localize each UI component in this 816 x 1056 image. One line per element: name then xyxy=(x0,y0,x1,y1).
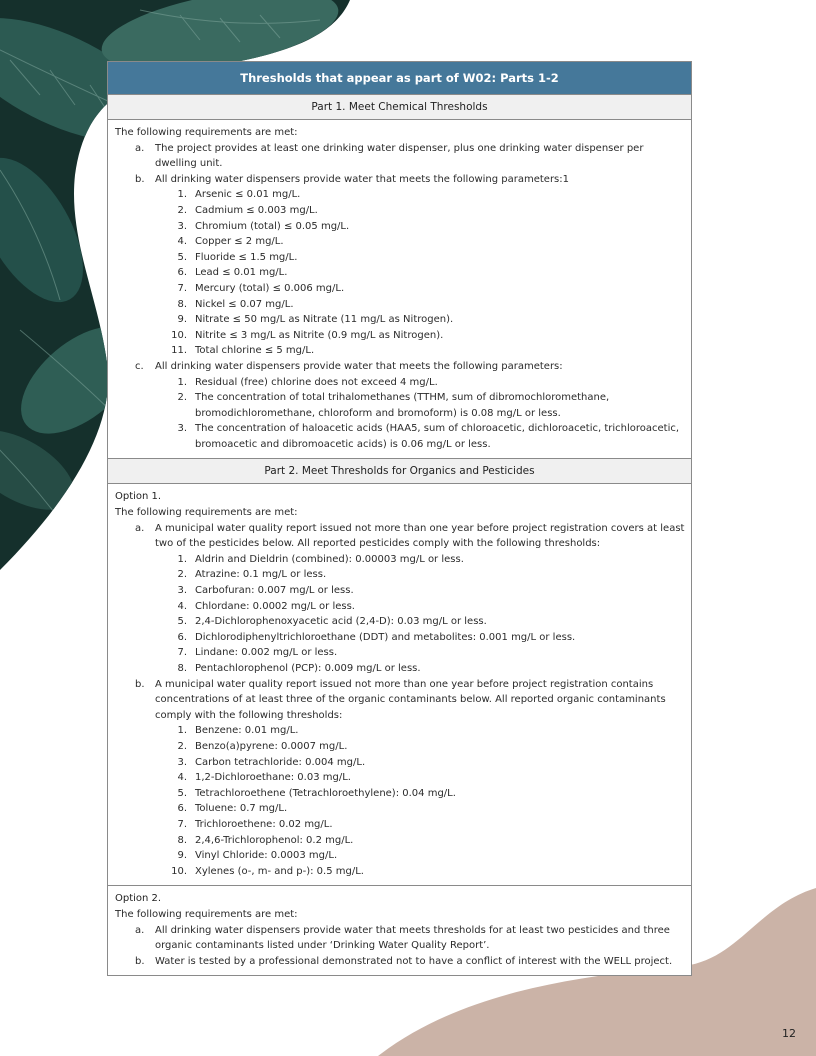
part1-intro: The following requirements are met: xyxy=(115,127,298,138)
list-item: 1. Arsenic ≤ 0.01 mg/L. xyxy=(177,189,301,201)
list-item: 5. 2,4-Dichlorophenoxyacetic acid (2,4-D): 0.03 mg/L or less. xyxy=(177,616,487,628)
page-number: 12 xyxy=(782,1027,796,1040)
list-item: b. Water is tested by a professional demonstrated not to have a conflict of interest with the WELL project. xyxy=(135,955,673,967)
list-item: 8. 2,4,6-Trichlorophenol: 0.2 mg/L. xyxy=(177,834,354,846)
list-item: 2. Cadmium ≤ 0.003 mg/L. xyxy=(177,204,318,216)
part1-content xyxy=(108,120,691,458)
list-item: 3. Chromium (total) ≤ 0.05 mg/L. xyxy=(177,220,350,232)
option2-requirements xyxy=(115,923,685,970)
list-item: 2. Atrazine: 0.1 mg/L or less. xyxy=(177,569,327,581)
list-item: c. All drinking water dispensers provide water that meets the following parameters: 1. Residual (free) chlorine does not exceed 4 mg/L. 2. The concentration of total trihalomethanes (TTHM, sum of dibromochloromethane, bromodichloromethane, chloroform and bromoform) is 0.08 mg/L or less. 3. The concentration of haloacetic acids (HAA5, sum of chloroacetic, dichloroacetic, trichloroacetic, bromoacetic and dibromoacetic acids) is 0.06 mg/L or less. xyxy=(115,359,685,453)
list-item: 10. Nitrite ≤ 3 mg/L as Nitrite (0.9 mg/L as Nitrogen). xyxy=(171,329,444,341)
list-item: 5. Tetrachloroethene (Tetrachloroethylene): 0.04 mg/L. xyxy=(177,787,456,799)
table-title: Thresholds that appear as part of W02: Parts 1-2 xyxy=(108,62,691,94)
list-item: 3. Carbofuran: 0.007 mg/L or less. xyxy=(177,585,354,597)
list-item: 2. The concentration of total trihalomethanes (TTHM, sum of dibromochloromethane, bromodichloromethane, chloroform and bromoform) is 0.08 mg/L or less. xyxy=(177,392,610,419)
list-item: 4. Chlordane: 0.0002 mg/L or less. xyxy=(177,600,355,612)
option1-label: Option 1. xyxy=(115,491,162,503)
organic-thresholds xyxy=(155,723,685,879)
list-item: 7. Trichloroethene: 0.02 mg/L. xyxy=(177,818,333,830)
list-item: 9. Vinyl Chloride: 0.0003 mg/L. xyxy=(177,850,338,862)
list-item: a. All drinking water dispensers provide water that meets thresholds for at least two pesticides and three organic contaminants listed under ‘Drinking Water Quality Report’. xyxy=(135,924,670,952)
part2-heading: Part 2. Meet Thresholds for Organics and Pesticides xyxy=(108,458,691,484)
option2-intro: The following requirements are met: xyxy=(115,908,298,920)
list-item: 9. Nitrate ≤ 50 mg/L as Nitrate (11 mg/L as Nitrogen). xyxy=(177,314,454,326)
part2-option2-content xyxy=(108,885,691,975)
list-item: b. All drinking water dispensers provide water that meets the following parameters:1 1. Arsenic ≤ 0.01 mg/L. 2. Cadmium ≤ 0.003 mg/L. 3. Chromium (total) ≤ 0.05 mg/L. 4. Copper ≤ 2 mg/L. 5. Fluoride ≤ 1.5 mg/L. 6. Lead ≤ 0.01 mg/L. 7. Mercury (total) ≤ 0.006 mg/L. 8. Nickel ≤ 0.07 mg/L. 9. Nitrate ≤ 50 mg/L as Nitrate (11 mg/L as Nitrogen). 10. Nitrite ≤ 3 mg/L as Nitrite (0.9 mg/L as Nitrogen). 11. Total chlorine ≤ 5 mg/L. xyxy=(115,172,685,359)
list-item: 6. Toluene: 0.7 mg/L. xyxy=(177,803,288,815)
list-item: 8. Nickel ≤ 0.07 mg/L. xyxy=(177,298,294,310)
list-item: b. A municipal water quality report issued not more than one year before project registration contains concentrations of at least three of the organic contaminants below. All reported organic contaminants comply with the following thresholds: 1. Benzene: 0.01 mg/L. 2. Benzo(a)pyrene: 0.0007 mg/L. 3. Carbon tetrachloride: 0.004 mg/L. 4. 1,2-Dichloroethane: 0.03 mg/L. 5. Tetrachloroethene (Tetrachloroethylene): 0.04 mg/L. 6. Toluene: 0.7 mg/L. 7. Trichloroethene: 0.02 mg/L. 8. 2,4,6-Trichlorophenol: 0.2 mg/L. 9. Vinyl Chloride: 0.0003 mg/L. 10. Xylenes (o-, m- and p-): 0.5 mg/L. xyxy=(115,677,685,880)
list-item: 8. Pentachlorophenol (PCP): 0.009 mg/L or less. xyxy=(177,663,421,674)
list-item: 6. Dichlorodiphenyltrichloroethane (DDT) and metabolites: 0.001 mg/L or less. xyxy=(177,631,576,643)
option1-requirements xyxy=(115,521,685,880)
option1-intro: The following requirements are met: xyxy=(115,507,298,519)
list-item: 2. Benzo(a)pyrene: 0.0007 mg/L. xyxy=(177,740,348,752)
part1-heading: Part 1. Meet Chemical Thresholds xyxy=(108,94,691,120)
part1-requirements xyxy=(115,141,685,453)
list-item: 7. Lindane: 0.002 mg/L or less. xyxy=(177,647,338,659)
list-item: a. A municipal water quality report issued not more than one year before project registration covers at least two of the pesticides below. All reported pesticides comply with the following thresholds: 1. Aldrin and Dieldrin (combined): 0.00003 mg/L or less. 2. Atrazine: 0.1 mg/L or less. 3. Carbofuran: 0.007 mg/L or less. 4. Chlordane: 0.0002 mg/L or less. 5. 2,4-Dichlorophenoxyacetic acid (2,4-D): 0.03 mg/L or less. 6. Dichlorodiphenyltrichloroethane (DDT) and metabolites: 0.001 mg/L or less. 7. Lindane: 0.002 mg/L or less. 8. Pentachlorophenol (PCP): 0.009 mg/L or less. xyxy=(115,521,685,677)
list-item: 11. Total chlorine ≤ 5 mg/L. xyxy=(171,345,315,357)
pesticide-thresholds xyxy=(155,552,685,677)
list-item: 1. Benzene: 0.01 mg/L. xyxy=(177,725,299,737)
list-item: 3. Carbon tetrachloride: 0.004 mg/L. xyxy=(177,756,366,768)
list-item: 5. Fluoride ≤ 1.5 mg/L. xyxy=(177,251,298,263)
part2-option1-content xyxy=(108,484,691,885)
thresholds-table xyxy=(107,61,692,976)
list-item: 1. Aldrin and Dieldrin (combined): 0.00003 mg/L or less. xyxy=(177,553,464,565)
list-item: 3. The concentration of haloacetic acids (HAA5, sum of chloroacetic, dichloroacetic, trichloroacetic, bromoacetic and dibromoacetic acids) is 0.06 mg/L or less. xyxy=(177,423,680,450)
list-item: 4. Copper ≤ 2 mg/L. xyxy=(177,236,284,248)
list-item: 7. Mercury (total) ≤ 0.006 mg/L. xyxy=(177,282,345,294)
option2-label: Option 2. xyxy=(115,893,162,905)
list-item: 10. Xylenes (o-, m- and p-): 0.5 mg/L. xyxy=(171,865,364,877)
part1-b-parameters xyxy=(155,187,685,359)
list-item: 6. Lead ≤ 0.01 mg/L. xyxy=(177,267,288,279)
list-item: 4. 1,2-Dichloroethane: 0.03 mg/L. xyxy=(177,772,351,784)
list-item: 1. Residual (free) chlorine does not exceed 4 mg/L. xyxy=(177,376,438,388)
part1-c-parameters xyxy=(155,375,685,453)
list-item: a. The project provides at least one drinking water dispenser, plus one drinking water dispenser per dwelling unit. xyxy=(135,142,644,170)
